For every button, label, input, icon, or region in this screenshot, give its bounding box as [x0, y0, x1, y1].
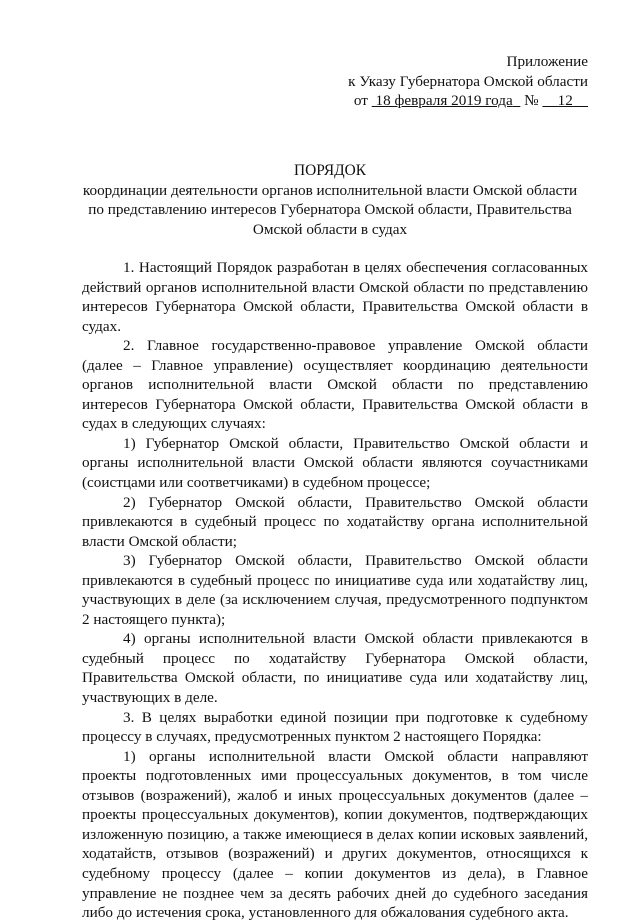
paragraph-2-item-4: 4) органы исполнительной власти Омской области привлекаются в судебный процесс по ходатайству Губернатора Омской области, Правительства Омской области, по инициативе суда или ходатайству лиц, участвующих в деле.: [82, 630, 588, 707]
appendix-date-line: [300, 91, 588, 111]
appendix-decree-reference: к Указу Губернатора Омской области: [348, 72, 588, 90]
paragraph-3: 3. В целях выработки единой позиции при подготовке к судебному процессу в случаях, предусмотренных пунктом 2 настоящего Порядка:: [82, 708, 588, 746]
paragraph-2: 2. Главное государственно-правовое управление Омской области (далее – Главное управление) осуществляет координацию деятельности органов исполнительной власти Омской области по представлению интересов Губернатора Омской области, Правительства Омской области в судах в следующих случаях:: [82, 337, 588, 433]
decree-date: 18 февраля 2019 года: [375, 92, 513, 109]
title-main: ПОРЯДОК: [294, 162, 366, 179]
paragraph-3-item-1: 1) органы исполнительной власти Омской области направляют проекты подготовленных ими процессуальных документов, в том числе отзывов (возражений), жалоб и иных процессуальных документов (далее – проекты процессуальных документов), копии документов, подтверждающих изложенную позицию, а также имеющиеся в делах копии исковых заявлений, ходатайств, отзывов (возражений) и других документов, относящихся к судебному процессу (далее – копии документов из дела), в Главное управление не позднее чем за десять рабочих дней до судебного заседания либо до истечения срока, установленного для обжалования судебного акта.: [82, 747, 588, 922]
paragraph-2-item-1: 1) Губернатор Омской области, Правительство Омской области и органы исполнительной власти Омской области являются соучастниками (соистцами или соответчиками) в судебном процессе;: [82, 434, 588, 492]
title-line-1: координации деятельности органов исполнительной власти Омской области: [82, 181, 578, 199]
paragraph-2-item-2: 2) Губернатор Омской области, Правительство Омской области привлекаются в судебный процесс по ходатайству органа исполнительной власти Омской области;: [82, 493, 588, 550]
date-prefix: от: [353, 92, 368, 109]
paragraph-1: 1. Настоящий Порядок разработан в целях обеспечения согласованных действий органов исполнительной власти Омской области по представлению интересов Губернатора Омской области, Правительства Омской области в судах.: [82, 259, 588, 335]
document-body: [82, 258, 588, 923]
appendix-label: Приложение: [506, 53, 588, 70]
document-title: [70, 161, 590, 239]
number-sign: №: [524, 92, 539, 109]
title-line-3: Омской области в судах: [252, 220, 408, 238]
paragraph-2-item-3: 3) Губернатор Омской области, Правительство Омской области привлекаются в судебный процесс по инициативе суда или ходатайству лиц, участвующих в деле (за исключением случая, предусмотренного подпунктом 2 настоящего пункта);: [82, 552, 588, 628]
decree-number: 12: [557, 92, 573, 109]
appendix-header: [300, 52, 588, 111]
title-line-2: по представлению интересов Губернатора Омской области, Правительства: [88, 201, 572, 218]
